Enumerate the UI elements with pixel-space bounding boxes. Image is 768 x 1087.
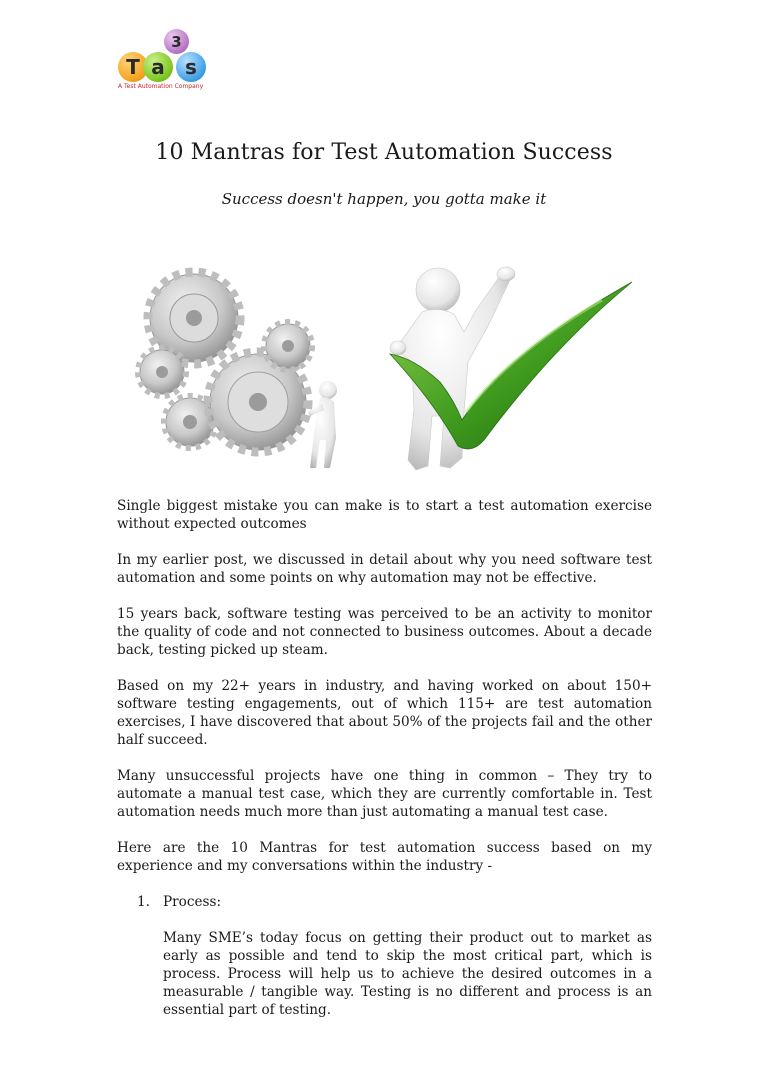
logo-ball-purple bbox=[164, 29, 189, 54]
logo-ball-green bbox=[143, 52, 173, 82]
page-subtitle: Success doesn't happen, you gotta make it bbox=[221, 190, 547, 208]
company-logo bbox=[112, 26, 216, 98]
paragraph-unsuccessful: Many unsuccessful projects have one thing in common – They try to automate a manual test case, which they are currently comfortable in. Test automation needs much more than just automating a manual test case. bbox=[117, 768, 652, 820]
paragraph-mantras-intro: Here are the 10 Mantras for test automation success based on my experience and my conversations within the industry - bbox=[117, 840, 652, 874]
logo-letter-3: 3 bbox=[171, 32, 182, 51]
gears-icon bbox=[138, 272, 337, 468]
mantra-text: Many SME’s today focus on getting their product out to market as early as possible and tend to skip the most critical part, which is process. Process will help us to achieve the desired outcomes in a measurable / tangible way. Testing is no different and process is an essential part of testing. bbox=[163, 930, 652, 1018]
page-title: 10 Mantras for Test Automation Success bbox=[155, 140, 613, 165]
mantras-list bbox=[117, 893, 652, 1019]
mantra-heading bbox=[117, 893, 652, 911]
success-checkmark-icon bbox=[390, 267, 632, 470]
logo-tagline: A Test Automation Company bbox=[118, 83, 204, 90]
article-body bbox=[117, 497, 652, 1019]
logo-ball-blue bbox=[176, 52, 206, 82]
list-item bbox=[117, 893, 652, 1019]
logo-letter-a: a bbox=[151, 55, 165, 79]
paragraph-earlier-post: In my earlier post, we discussed in detail about why you need software test automation and some points on why automation may not be effective. bbox=[117, 552, 652, 586]
logo-letter-s: s bbox=[185, 55, 197, 79]
paragraph-intro: Single biggest mistake you can make is to start a test automation exercise without expected outcomes bbox=[117, 498, 652, 532]
paragraph-history: 15 years back, software testing was perceived to be an activity to monitor the quality of code and not connected to business outcomes. About a decade back, testing picked up steam. bbox=[117, 606, 652, 658]
mantra-number: 1. bbox=[137, 894, 150, 910]
paragraph-experience: Based on my 22+ years in industry, and having worked on about 150+ software testing engagements, out of which 115+ are test automation exercises, I have discovered that about 50% of the projects fail and the other half succeed. bbox=[117, 678, 652, 748]
hero-illustration bbox=[132, 262, 642, 478]
logo-letter-t: T bbox=[126, 55, 140, 79]
mantra-title: Process: bbox=[163, 894, 222, 910]
